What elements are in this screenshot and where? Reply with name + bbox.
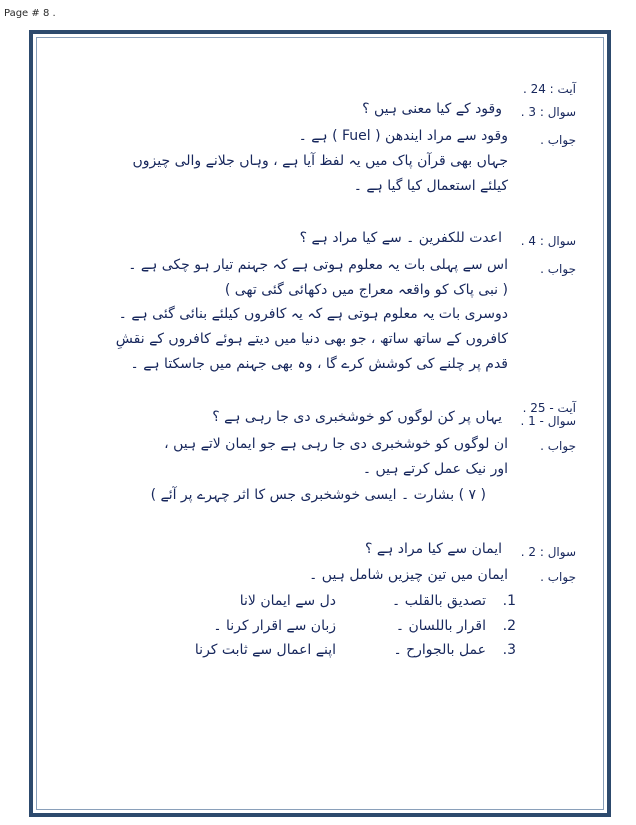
answer-line: قدم پر چلنے کی کوشش کرے گا ، وہ بھی جہنم میں جاسکتا ہے ۔ bbox=[130, 356, 508, 372]
answer-line: جہاں بھی قرآن پاک میں یہ لفظ آیا ہے ، وہاں جلانے والی چیزوں bbox=[132, 153, 508, 169]
ayat-label: آیت - 25 . bbox=[522, 401, 576, 415]
answer-line: ( نبی پاک کو واقعہ معراج میں دکھائی گئی تھی ) bbox=[224, 282, 508, 298]
answer-line: ایمان میں تین چیزیں شامل ہیں ۔ bbox=[309, 567, 508, 583]
item-meaning: دل سے ایمان لانا bbox=[239, 593, 336, 609]
answer-label: جواب . bbox=[540, 262, 576, 276]
item-number: 3. bbox=[502, 642, 516, 658]
answer-line: کافروں کے ساتھ ساتھ ، جو بھی دنیا میں دیتے ہوئے کافروں کے نقشِ bbox=[115, 331, 508, 347]
item-term: عمل بالجوارح ۔ bbox=[393, 642, 486, 658]
question-text: وقود کے کیا معنی ہیں ؟ bbox=[362, 101, 502, 117]
item-term: اقرار باللسان ۔ bbox=[395, 618, 486, 634]
answer-line: وقود سے مراد ایندھن ( Fuel ) ہے ۔ bbox=[298, 128, 508, 144]
page-number: Page # 8 . bbox=[4, 8, 56, 19]
question-text: اعدت للکفرین ۔ سے کیا مراد ہے ؟ bbox=[299, 230, 502, 246]
answer-line: ان لوگوں کو خوشخبری دی جا رہی ہے جو ایمان لاتے ہیں ، bbox=[164, 436, 508, 452]
answer-label: جواب . bbox=[540, 439, 576, 453]
item-number: 2. bbox=[502, 618, 516, 634]
question-text: ایمان سے کیا مراد ہے ؟ bbox=[365, 541, 502, 557]
answer-line: دوسری بات یہ معلوم ہوتی ہے کہ یہ کافروں کیلئے بنائی گئی ہے ۔ bbox=[118, 306, 508, 322]
item-meaning: زبان سے اقرار کرنا ۔ bbox=[213, 618, 336, 634]
answer-label: جواب . bbox=[540, 570, 576, 584]
answer-line: اس سے پہلی بات یہ معلوم ہوتی ہے کہ جہنم تیار ہو چکی ہے ۔ bbox=[128, 257, 508, 273]
item-meaning: اپنے اعمال سے ثابت کرنا bbox=[194, 642, 336, 658]
ayat-label: آیت : 24 . bbox=[522, 82, 576, 96]
question-label: سوال : 3 . bbox=[520, 105, 576, 119]
question-text: یہاں پر کن لوگوں کو خوشخبری دی جا رہی ہے ؟ bbox=[212, 409, 502, 425]
answer-line: کیلئے استعمال کیا گیا ہے ۔ bbox=[353, 178, 508, 194]
answer-label: جواب . bbox=[540, 133, 576, 147]
item-term: تصدیق بالقلب ۔ bbox=[392, 593, 486, 609]
question-label: سوال : 4 . bbox=[520, 234, 576, 248]
question-label: سوال - 1 . bbox=[520, 414, 576, 428]
answer-line: ( ۷ ) بشارت ۔ ایسی خوشخبری جس کا اثر چہرے پر آئے ) bbox=[150, 487, 486, 503]
item-number: 1. bbox=[502, 593, 516, 609]
answer-line: اور نیک عمل کرتے ہیں ۔ bbox=[362, 461, 508, 477]
question-label: سوال : 2 . bbox=[520, 545, 576, 559]
